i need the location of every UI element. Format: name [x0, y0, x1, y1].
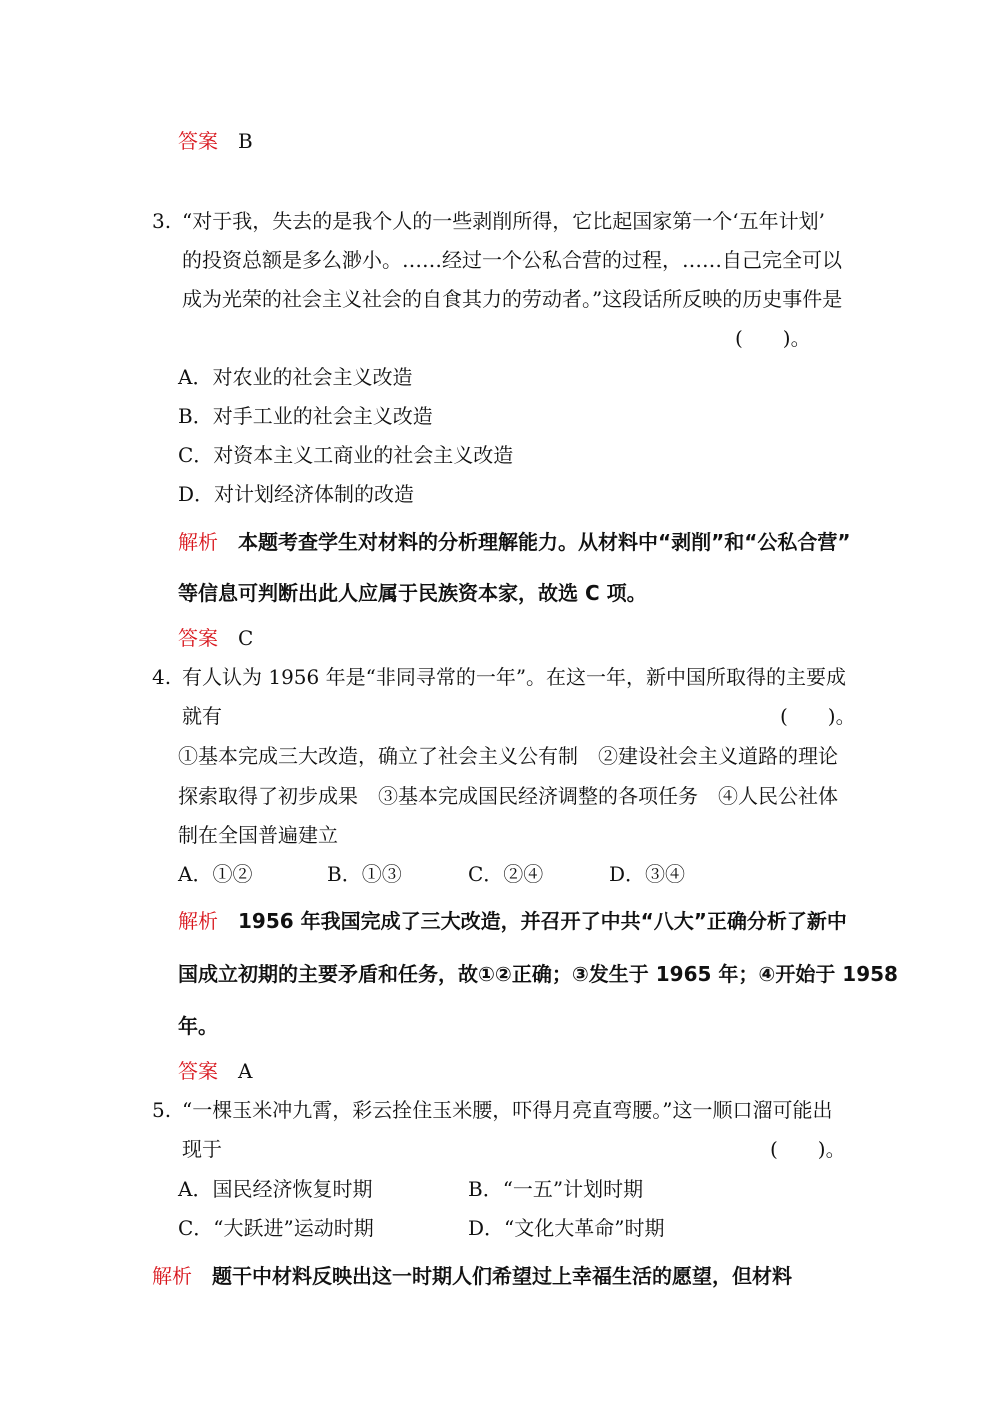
answer-value: A	[238, 1059, 253, 1083]
answer-label: 答案	[178, 129, 218, 153]
option-d: D．“文化大革命”时期	[468, 1216, 665, 1240]
option-a: A．①②	[178, 862, 253, 886]
answer-blank: ( )。	[735, 326, 811, 350]
answer-q3	[178, 626, 253, 650]
question-3-line-3: 成为光荣的社会主义社会的自食其力的劳动者。”这段话所反映的历史事件是	[182, 287, 843, 311]
answer-value: B	[238, 129, 253, 153]
answer-blank: ( )。	[780, 704, 856, 728]
answer-label: 答案	[178, 1059, 218, 1083]
analysis-q4-line-3: 年。	[178, 1014, 218, 1038]
question-3-line-1	[152, 209, 825, 233]
analysis-label: 解析	[178, 530, 218, 554]
option-d: D．③④	[609, 862, 686, 886]
option-c: C．②④	[468, 862, 544, 886]
answer-value: C	[238, 626, 254, 650]
analysis-q3-line-1	[178, 530, 851, 554]
answer-q2	[178, 129, 253, 153]
options-row-q5-2	[0, 1216, 1000, 1240]
analysis-label: 解析	[152, 1264, 192, 1288]
item-line-1: ①基本完成三大改造，确立了社会主义公有制 ②建设社会主义道路的理论	[178, 744, 838, 768]
options-row-q5-1	[0, 1177, 1000, 1201]
analysis-label: 解析	[178, 909, 218, 933]
analysis-q4-line-2: 国成立初期的主要矛盾和任务，故①②正确；③发生于 1965 年；④开始于 1958	[178, 962, 898, 986]
question-4-line-1	[152, 665, 846, 689]
question-number: 5.	[152, 1098, 172, 1122]
item-line-3: 制在全国普遍建立	[178, 823, 338, 847]
answer-label: 答案	[178, 626, 218, 650]
analysis-text: 1956 年我国完成了三大改造，并召开了中共“八大”正确分析了新中	[238, 909, 847, 933]
option-a: A．国民经济恢复时期	[178, 1177, 373, 1201]
question-3-line-2: 的投资总额是多么渺小。……经过一个公私合营的过程，……自己完全可以	[182, 248, 842, 272]
analysis-q3-line-2: 等信息可判断出此人应属于民族资本家，故选 C 项。	[178, 581, 647, 605]
analysis-q5-line-1	[152, 1264, 792, 1288]
question-5-line-2: 现于	[182, 1137, 222, 1161]
answer-blank: ( )。	[770, 1137, 846, 1161]
question-stem-text: “对于我，失去的是我个人的一些剥削所得，它比起国家第一个‘五年计划’	[182, 209, 825, 233]
option-b: B．对手工业的社会主义改造	[178, 404, 433, 428]
option-c: C．“大跃进”运动时期	[178, 1216, 374, 1240]
question-stem-text: 有人认为 1956 年是“非同寻常的一年”。在这一年，新中国所取得的主要成	[182, 665, 847, 689]
question-number: 4.	[152, 665, 172, 689]
question-stem-text: “一棵玉米冲九霄，彩云拴住玉米腰，吓得月亮直弯腰。”这一顺口溜可能出	[182, 1098, 833, 1122]
option-c: C．对资本主义工商业的社会主义改造	[178, 443, 514, 467]
question-4-line-2: 就有	[182, 704, 222, 728]
analysis-q4-line-1	[178, 909, 847, 933]
option-b: B．①③	[327, 862, 402, 886]
options-row-q4	[0, 862, 1000, 886]
option-d: D．对计划经济体制的改造	[178, 482, 415, 506]
analysis-text: 题干中材料反映出这一时期人们希望过上幸福生活的愿望，但材料	[212, 1264, 792, 1288]
option-b: B．“一五”计划时期	[468, 1177, 644, 1201]
item-line-2: 探索取得了初步成果 ③基本完成国民经济调整的各项任务 ④人民公社体	[178, 784, 838, 808]
option-a: A．对农业的社会主义改造	[178, 365, 413, 389]
analysis-text: 本题考查学生对材料的分析理解能力。从材料中“剥削”和“公私合营”	[238, 530, 851, 554]
question-number: 3.	[152, 209, 172, 233]
answer-q4	[178, 1059, 252, 1083]
question-5-line-1	[152, 1098, 832, 1122]
